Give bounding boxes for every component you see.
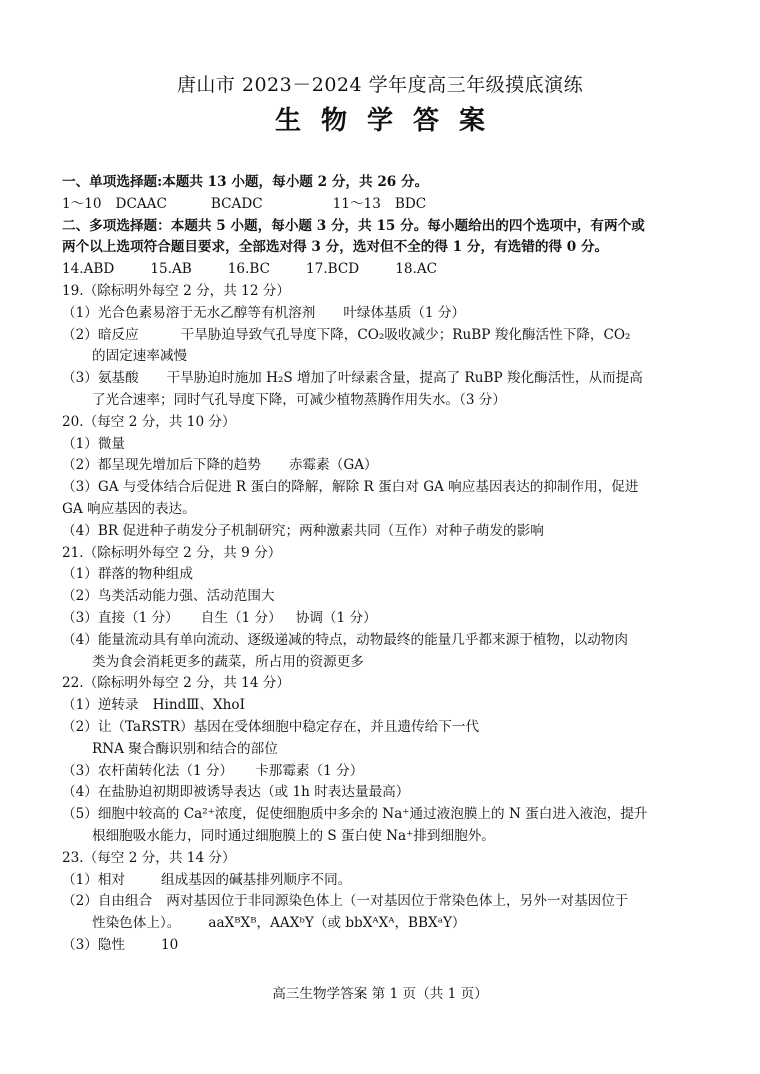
- q19-2-answer-a: （2）暗反应: [62, 326, 139, 343]
- q22-3-answer-b: 卡那霉素（1 分）: [255, 762, 364, 779]
- q23-2-answer-a: （2）自由组合: [62, 893, 153, 910]
- q19-part2: [62, 325, 702, 347]
- q19-3-answer-b: 干旱胁迫时施加 H₂S 增加了叶绿素含量，提高了 RuBP 羧化酶活性，从而提高: [166, 370, 643, 387]
- q20-part3-cont: GA 响应基因的表达。: [62, 500, 196, 517]
- page-footer: 高三生物学答案 第 1 页（共 1 页）: [272, 986, 488, 1002]
- q21-3-answer-b: 自生（1 分）: [200, 609, 282, 626]
- q23-heading: 23.（每空 2 分，共 14 分）: [62, 849, 236, 866]
- q22-1-answer-b: HindⅢ、XhoI: [152, 697, 245, 714]
- q22-part2: （2）让（TaRSTR）基因在受体细胞中稳定存在，并且遗传给下一代: [62, 718, 480, 735]
- q23-3-answer-a: （3）隐性: [62, 936, 126, 953]
- q19-1-answer-a: （1）光合色素易溶于无水乙醇等有机溶剂: [62, 304, 316, 321]
- q19-1-answer-b: 叶绿体基质（1 分）: [343, 304, 466, 321]
- q22-3-answer-a: （3）农杆菌转化法（1 分）: [62, 762, 234, 779]
- q23-part3: [62, 935, 702, 957]
- q22-part2-cont: RNA 聚合酶识别和结合的部位: [92, 740, 278, 757]
- q20-part2: [62, 455, 702, 477]
- q20-heading: 20.（每空 2 分，共 10 分）: [62, 413, 236, 430]
- q21-part2: （2）鸟类活动能力强、活动范围大: [62, 588, 275, 605]
- q19-2-answer-b: 干旱胁迫导致气孔导度下降，CO₂吸收减少；RuBP 羧化酶活性下降，CO₂: [180, 326, 631, 343]
- q21-part4-cont: 类为食会消耗更多的蔬菜，所占用的资源更多: [92, 653, 364, 670]
- q23-2-answer-c: 性染色体上）。: [92, 915, 181, 932]
- answers-6-10: BCADC: [210, 195, 263, 212]
- section2-heading-line2: 两个以上选项符合题目要求，全部选对得 3 分，选对但不全的得 1 分，有选错的得 0 分。: [62, 239, 609, 256]
- q19-part2-cont: 的固定速率减慢: [92, 348, 188, 365]
- q20-part4: （4）BR 促进种子萌发分子机制研究；两种激素共同（互作）对种子萌发的影响: [62, 522, 544, 539]
- q23-part1: [62, 870, 702, 892]
- q21-part3: [62, 608, 702, 630]
- q23-2-genotypes: aaXᴮXᴮ，AAXᵇY（或 bbXᴬXᴬ，BBXᵃY）: [208, 915, 466, 932]
- q23-3-answer-b: 10: [161, 936, 179, 953]
- section2-answers: [62, 259, 702, 281]
- q21-heading: 21.（除标明外每空 2 分，共 9 分）: [62, 544, 282, 561]
- section2-heading-line1: 二、多项选择题：本题共 5 小题，每小题 3 分，共 15 分。每小题给出的四个选项中，有两个或: [62, 217, 645, 234]
- q19-part3: [62, 368, 702, 390]
- q19-part1: [62, 303, 702, 325]
- range-1-10: 1～10: [62, 195, 102, 212]
- answers-1-5: DCAAC: [115, 195, 167, 212]
- answer-17: 17.BCD: [306, 261, 360, 278]
- q19-3-answer-a: （3）氨基酸: [62, 370, 139, 387]
- q23-1-answer-b: 组成基因的碱基排列顺序不同。: [161, 871, 352, 888]
- answer-15: 15.AB: [150, 261, 192, 278]
- subject-title: 生物学答案: [274, 106, 505, 136]
- q22-heading: 22.（除标明外每空 2 分，共 14 分）: [62, 675, 290, 692]
- q23-part2-cont: [62, 913, 702, 935]
- q22-part5: （5）细胞中较高的 Ca²⁺浓度，促使细胞质中多余的 Na⁺通过液泡膜上的 N 蛋白进入液泡，提升: [62, 806, 648, 823]
- range-11-13: 11～13: [332, 195, 381, 212]
- q20-part3: （3）GA 与受体结合后促进 R 蛋白的降解，解除 R 蛋白对 GA 响应基因表达的抑制作用，促进: [62, 479, 639, 496]
- section1-answers: [62, 194, 702, 216]
- q23-1-answer-a: （1）相对: [62, 871, 126, 888]
- answers-11-13: BDC: [394, 195, 427, 212]
- q23-part2: [62, 891, 702, 913]
- q20-2-answer-b: 赤霉素（GA）: [288, 457, 378, 474]
- q22-part4: （4）在盐胁迫初期即被诱导表达（或 1h 时表达量最高）: [62, 784, 410, 801]
- q23-2-answer-b: 两对基因位于非同源染色体上（一对基因位于常染色体上，另外一对基因位于: [166, 893, 629, 910]
- q19-heading: 19.（除标明外每空 2 分，共 12 分）: [62, 282, 290, 299]
- answer-body: [62, 172, 702, 957]
- q22-1-answer-a: （1）逆转录: [62, 697, 139, 714]
- section1-heading: 一、单项选择题:本题共 13 小题，每小题 2 分，共 26 分。: [62, 174, 429, 190]
- exam-title: 唐山市 2023－2024 学年度高三年级摸底演练: [176, 74, 584, 96]
- q20-part1: （1）微量: [62, 435, 126, 452]
- q21-part4: （4）能量流动具有单向流动、逐级递减的特点，动物最终的能量几乎都来源于植物，以动物肉: [62, 631, 628, 648]
- q22-part3: [62, 761, 702, 783]
- q20-2-answer-a: （2）都呈现先增加后下降的趋势: [62, 457, 261, 474]
- q22-part1: [62, 695, 702, 717]
- q22-part5-cont: 根细胞吸水能力，同时通过细胞膜上的 S 蛋白使 Na⁺排到细胞外。: [92, 827, 495, 844]
- q21-part1: （1）群落的物种组成: [62, 566, 193, 583]
- q19-part3-cont: 了光合速率；同时气孔导度下降，可减少植物蒸腾作用失水。（3 分）: [92, 391, 506, 408]
- answer-16: 16.BC: [227, 261, 271, 278]
- answer-18: 18.AC: [395, 261, 438, 278]
- q21-3-answer-c: 协调（1 分）: [295, 609, 377, 626]
- q21-3-answer-a: （3）直接（1 分）: [62, 609, 179, 626]
- answer-14: 14.ABD: [62, 261, 115, 278]
